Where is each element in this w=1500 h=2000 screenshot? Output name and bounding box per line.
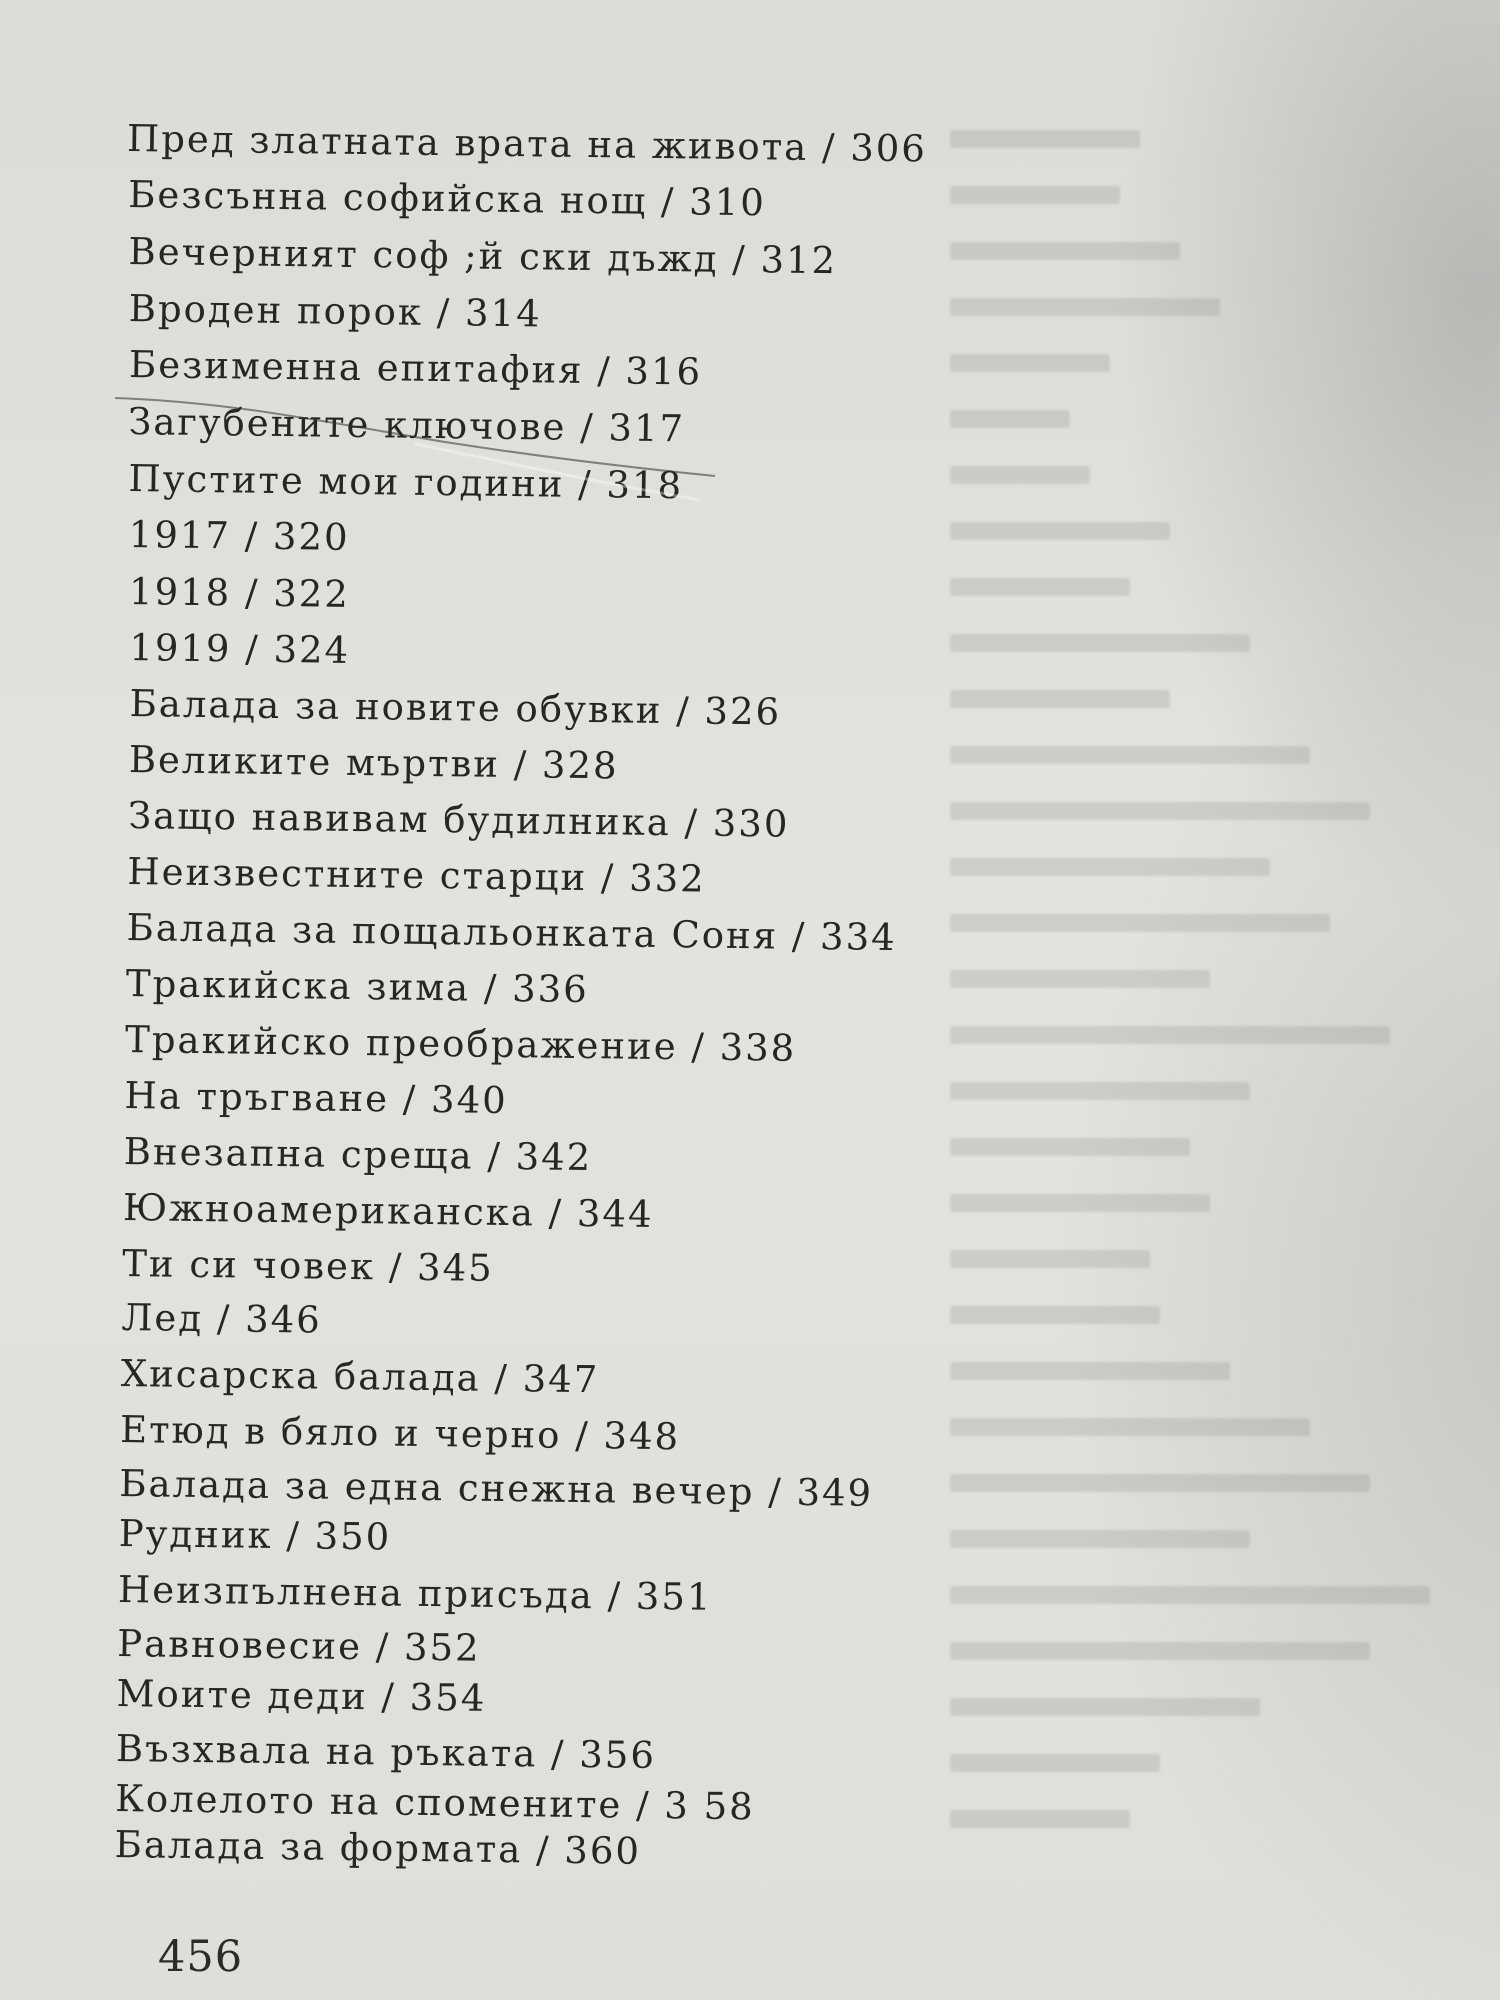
toc-entry: На тръгване / 340 <box>124 1074 508 1123</box>
page-number: 456 <box>158 1932 244 1982</box>
toc-entry: Възхвала на ръката / 356 <box>115 1726 657 1778</box>
toc-entry: Балада за новите обувки / 326 <box>129 682 782 734</box>
toc-entry: Великите мъртви / 328 <box>128 738 619 788</box>
toc-entry: Внезапна среща / 342 <box>123 1130 593 1180</box>
toc-entry: Рудник / 350 <box>118 1511 392 1559</box>
toc-entry: 1918 / 322 <box>128 570 351 616</box>
toc-entry: Неизпълнена присъда / 351 <box>117 1567 713 1619</box>
toc-entry: Хисарска балада / 347 <box>120 1351 600 1402</box>
toc-entry: Защо навивам будилника / 330 <box>127 794 790 846</box>
toc-entry: Балада за формата / 360 <box>114 1822 642 1873</box>
toc-entry: Тракийска зима / 336 <box>125 962 590 1012</box>
toc-entry: Ти си човек / 345 <box>122 1241 494 1290</box>
toc-entry: Равновесие / 352 <box>117 1621 481 1670</box>
toc-entry: Моите деди / 354 <box>116 1671 487 1720</box>
toc-entry: Загубените ключове / 317 <box>128 400 686 451</box>
toc-entry: Безсънна софийска нощ / 310 <box>128 172 767 225</box>
toc-entry: Неизвестните старци / 332 <box>127 850 707 901</box>
toc-entry: Тракийско преображение / 338 <box>124 1018 797 1070</box>
toc-entry: 1919 / 324 <box>129 626 351 672</box>
toc-entry: 1917 / 320 <box>128 513 350 559</box>
toc-entry: Вечерният соф ;й ски дъжд / 312 <box>128 229 838 283</box>
toc-entry: Безименна епитафия / 316 <box>128 343 703 394</box>
toc-entry: Етюд в бяло и черно / 348 <box>119 1407 681 1459</box>
toc-entry: Колелото на спомените / 3 58 <box>115 1776 756 1829</box>
toc-entry: Южноамериканска / 344 <box>122 1186 654 1236</box>
toc-entry: Балада за пощальонката Соня / 334 <box>126 906 897 960</box>
toc-entry: Лед / 346 <box>121 1295 323 1342</box>
toc-entry: Вроден порок / 314 <box>128 287 542 336</box>
toc-entry: Балада за една снежна вечер / 349 <box>119 1461 874 1515</box>
toc-entry: Пустите мои години / 318 <box>128 457 684 508</box>
toc-entry: Пред златната врата на живота / 306 <box>126 116 928 171</box>
